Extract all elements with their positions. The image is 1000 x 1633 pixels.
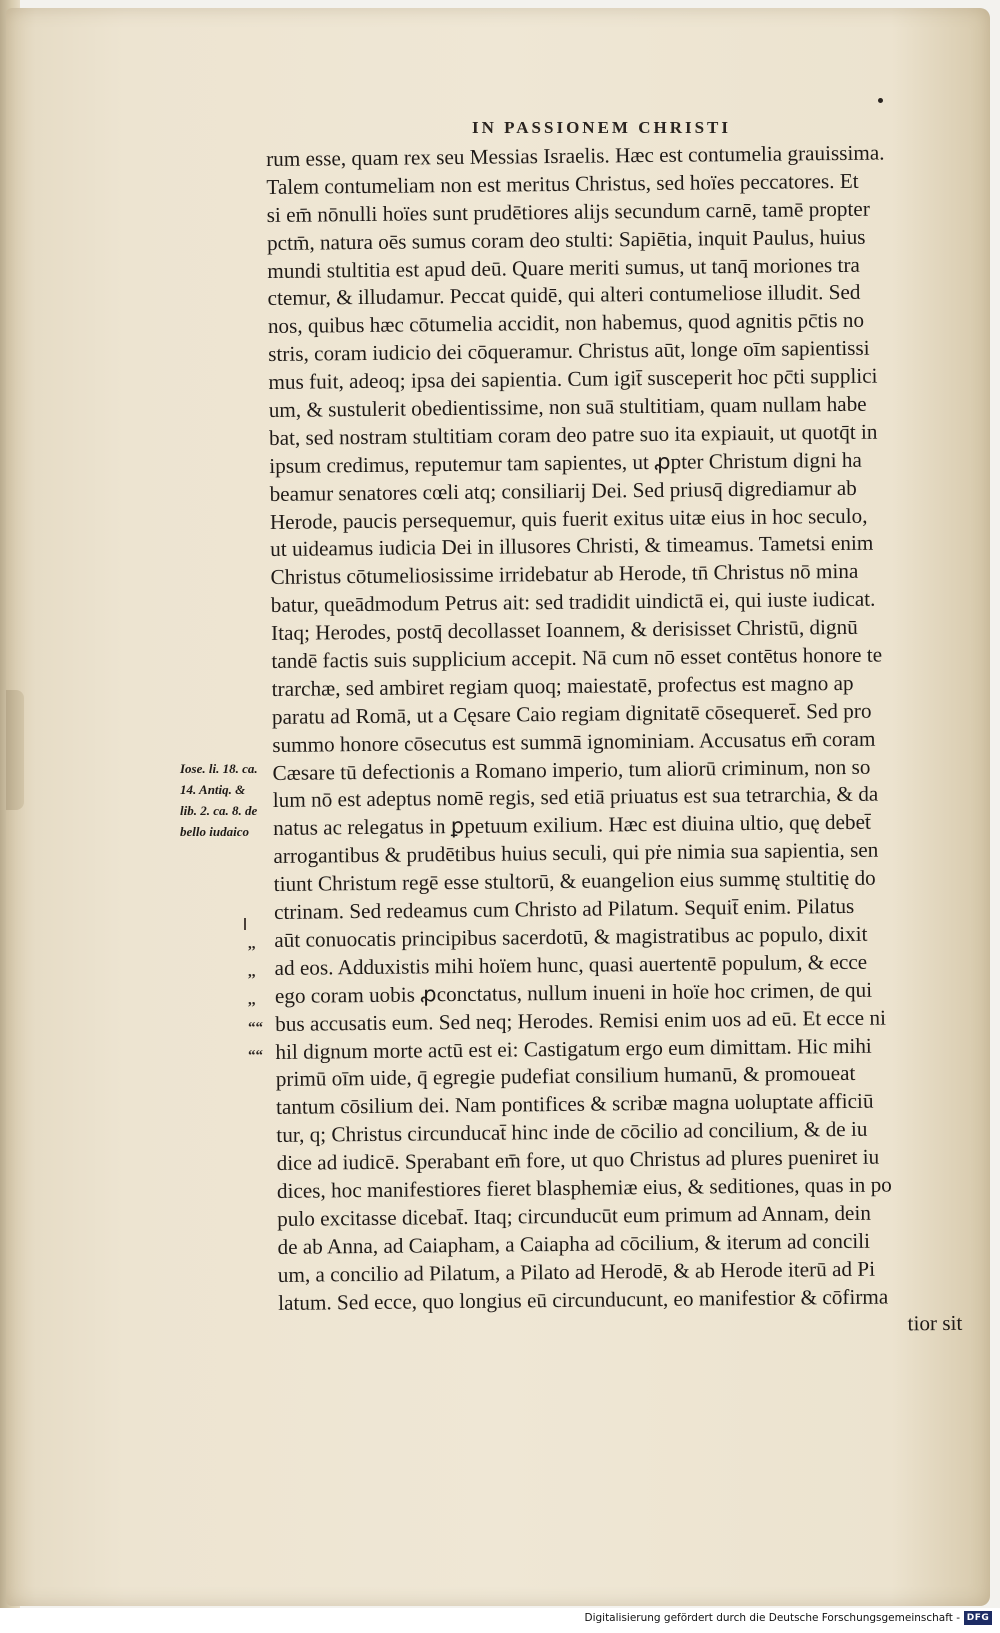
text-line: paratu ad Romā, ut a Cęsare Caio regiam dignitatē cōsequeret̄. Sed pro xyxy=(271,698,872,729)
text-line: mundi stultitia est apud deū. Quare meriti sumus, ut tanq̄ moriones tra xyxy=(267,252,860,283)
text-line: de ab Anna, ad Caiapham, a Caiapha ad cōcilium, & iterum ad concili xyxy=(277,1228,871,1259)
text-line: aūt conuocatis principibus sacerdotū, & magistratibus ac populo, dixit xyxy=(274,921,868,952)
text-line: tiunt Christum regē esse stultorū, & euangelion eius summę stultitię do xyxy=(273,865,876,897)
text-line: primū oīm uide, q̄ egregie pudefiat consilium humanū, & promoueat xyxy=(275,1061,856,1092)
dfg-logo-icon: DFG xyxy=(964,1611,992,1625)
text-line: trarchæ, sed ambiret regiam quoq; maiestatē, profectus est magno ap xyxy=(271,670,854,701)
marginal-note-line: Iose. li. 18. ca. xyxy=(180,761,258,776)
marginal-note-line: lib. 2. ca. 8. de xyxy=(180,803,258,818)
text-line: natus ac relegatus in ꝑpetuum exilium. Hæc est diuina ultio, quę debet̄ xyxy=(273,810,871,841)
text-line: Cæsare tū defectionis a Romano imperio, tum aliorū criminum, non so xyxy=(272,754,871,785)
text-line: batur, queādmodum Petrus ait: sed tradidit uindictā ei, qui iuste iudicat. xyxy=(270,586,876,618)
text-line: lum nō est adeptus nomē regis, sed etiā priuatus est sua tetrarchia, & da xyxy=(272,782,879,813)
margin-tick-mark xyxy=(244,918,246,930)
text-line: Christus cōtumeliosissime irridebatur ab Herode, tn̄ Christus nō mina xyxy=(270,559,859,590)
text-line: dices, hoc manifestiores fieret blasphemiæ eius, & seditiones, quas in po xyxy=(276,1172,892,1203)
text-line: dice ad iudicē. Sperabant em̄ fore, ut quo Christus ad plures pueniret iu xyxy=(276,1144,880,1176)
ink-dot-mark xyxy=(878,98,883,103)
text-line: pctm̄, natura oēs sumus coram deo stulti: Sapiētia, inquit Paulus, huius xyxy=(266,224,866,255)
text-line: tior sit xyxy=(907,1311,963,1336)
text-line: arrogantibus & prudētibus huius seculi, qui pṙe nimia sua sapientia, sen xyxy=(273,837,879,869)
quote-mark: ,, xyxy=(248,964,256,980)
text-line: hil dignum morte actū est ei: Castigatum ergo eum dimittam. Hic mihi xyxy=(275,1033,872,1064)
page-fold-shadow xyxy=(6,690,24,810)
text-line: nos, quibus hæc cōtumelia accidit, non habemus, quod agnitis pc̄tis no xyxy=(267,308,865,339)
quote-mark: ,, xyxy=(248,992,256,1008)
text-line: ctemur, & illudamur. Peccat quidē, qui alteri contumeliose illudit. Sed xyxy=(267,280,861,311)
text-line: tandē factis suis supplicium accepit. Nā cum nō esset contētus honore te xyxy=(271,642,883,674)
text-line: summo honore cōsecutus est summā ignominiam. Accusatus em̄ coram xyxy=(272,726,876,757)
text-line: ctrinam. Sed redeamus cum Christo ad Pilatum. Sequit̄ enim. Pilatus xyxy=(273,893,855,925)
text-line: Herode, paucis persequemur, quis fuerit exitus uitæ eius in hoc seculo, xyxy=(269,503,868,534)
text-line: tantum cōsilium dei. Nam pontifices & scribæ magna uoluptate afficiū xyxy=(275,1088,874,1120)
marginal-note-line: 14. Antiq. & xyxy=(180,782,246,797)
text-line: rum esse, quam rex seu Messias Israelis. Hæc est contumelia grauissima. xyxy=(266,140,885,171)
text-line: pulo excitasse dicebat̄. Itaq; circunducūt eum primum ad Annam, dein xyxy=(277,1200,871,1231)
text-line: stris, coram iudicio dei cōqueramur. Christus aūt, longe oīm sapientissi xyxy=(268,335,870,367)
running-head: IN PASSIONEM CHRISTI xyxy=(472,118,732,137)
text-line: ipsum credimus, reputemur tam sapientes, ut ꝓpter Christum digni ha xyxy=(269,447,862,478)
marginal-note xyxy=(180,758,280,842)
text-line: ad eos. Adduxistis mihi hoïem hunc, quasi auertentē populum, & ecce xyxy=(274,949,868,980)
text-line: tur, q; Christus circunducat̄ hinc inde de cōcilio ad concilium, & de iu xyxy=(276,1116,868,1148)
quote-mark: ,, xyxy=(248,936,256,952)
quotation-marks xyxy=(248,930,268,1070)
text-line: Itaq; Herodes, postq̄ decollasset Ioannem, & derisisset Christū, dignū xyxy=(270,614,858,646)
text-line: latum. Sed ecce, quo longius eū circunducunt, eo manifestior & cōfirma xyxy=(277,1284,889,1315)
text-line: ut uideamus iudicia Dei in illusores Christi, & timeamus. Tametsi enim xyxy=(270,531,874,562)
body-text xyxy=(266,139,969,1345)
text-line: bat, sed nostram stultitiam coram deo patre suo ita expiauit, ut quotq̄t in xyxy=(268,419,878,450)
text-line: bus accusatis eum. Sed neq; Herodes. Remisi enim uos ad eū. Et ecce ni xyxy=(275,1005,887,1036)
text-line: um, & sustulerit obedientissime, non suā stultitiam, quam nullam habe xyxy=(268,391,867,423)
text-line: ego coram uobis ꝓconctatus, nullum inueni in hoïe hoc crimen, de qui xyxy=(274,977,873,1008)
footer-credit: Digitalisierung gefördert durch die Deutsche Forschungsgemeinschaft - xyxy=(584,1612,960,1624)
marginal-note-line: bello iudaico xyxy=(180,824,249,839)
text-line: mus fuit, adeoq; ipsa dei sapientia. Cum igit̄ susceperit hoc pc̄ti supplici xyxy=(268,363,878,395)
text-line: Talem contumeliam non est meritus Christus, sed hoïes peccatores. Et xyxy=(266,168,859,199)
text-line: um, a concilio ad Pilatum, a Pilato ad Herodē, & ab Herode iterū ad Pi xyxy=(277,1256,876,1287)
quote-mark: ““ xyxy=(248,1048,263,1064)
text-line: si em̄ nōnulli hoïes sunt prudētiores alijs secundum carnē, tamē propter xyxy=(266,196,870,227)
quote-mark: ““ xyxy=(248,1020,263,1036)
text-line: beamur senatores cœli atq; consiliarij Dei. Sed priusq̄ digrediamur ab xyxy=(269,475,857,506)
